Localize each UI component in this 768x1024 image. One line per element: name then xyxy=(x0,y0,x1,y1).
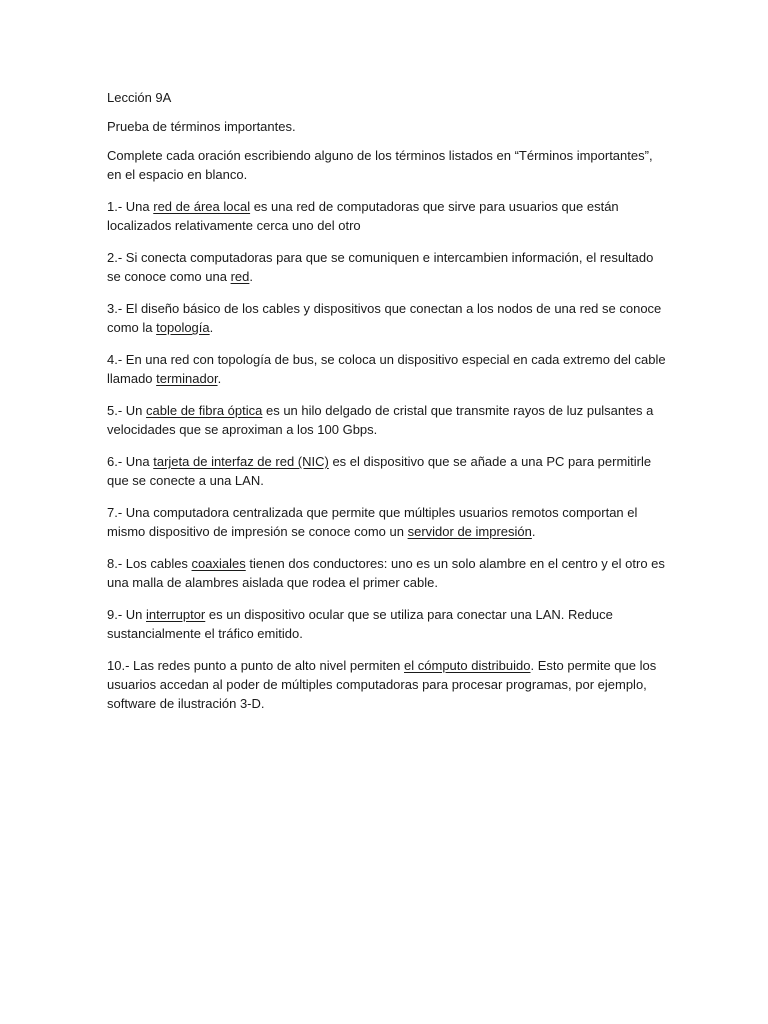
document-page xyxy=(107,88,667,723)
lesson-heading: Lección 9A xyxy=(107,90,172,105)
question-text-after: . xyxy=(531,524,536,539)
question-text-before: 10.- Las redes punto a punto de alto nivel permiten xyxy=(107,658,405,673)
question-text-before: 3.- El diseño básico de los cables y dispositivos que conectan a los nodos de una red se conoce como la xyxy=(107,301,662,335)
question-text-after: es el dispositivo que se añade a una PC para permitirle que se conecte a una LAN. xyxy=(107,454,652,488)
question-text-before: 4.- En una red con topología de bus, se coloca un dispositivo especial en cada extremo del cable llamado xyxy=(107,352,666,386)
question-text-before: 8.- Los cables xyxy=(107,556,192,571)
answer-term: coaxiales xyxy=(191,556,246,571)
question-text-before: 5.- Un xyxy=(107,403,147,418)
question-text-after: es una red de computadoras que sirve para usuarios que están localizados relativamente cerca uno del otro xyxy=(107,199,619,233)
answer-term: red xyxy=(230,269,250,284)
question-text-after: . Esto permite que los usuarios accedan al poder de múltiples computadoras para procesar programas, por ejemplo, software de ilustración 3-D. xyxy=(107,658,657,711)
question-item-3 xyxy=(107,299,667,337)
answer-term: el cómputo distribuido xyxy=(404,658,531,673)
question-item-7 xyxy=(107,503,667,541)
question-text-before: 7.- Una computadora centralizada que permite que múltiples usuarios remotos comportan el mismo dispositivo de impresión se conoce como un xyxy=(107,505,638,539)
question-text-before: 2.- Si conecta computadoras para que se comuniquen e intercambien información, el resultado se conoce como una xyxy=(107,250,654,284)
question-item-4 xyxy=(107,350,667,388)
question-text-before: 6.- Una xyxy=(107,454,154,469)
question-item-6 xyxy=(107,452,667,490)
question-text-after: . xyxy=(249,269,253,284)
answer-term: topología xyxy=(156,320,210,335)
question-text-after: tienen dos conductores: uno es un solo alambre en el centro y el otro es una malla de alambres aislada que rodea el primer cable. xyxy=(107,556,665,590)
question-text-after: es un hilo delgado de cristal que transmite rayos de luz pulsantes a velocidades que se aproximan a los 100 Gbps. xyxy=(107,403,654,437)
answer-term: red de área local xyxy=(153,199,251,214)
answer-term: terminador xyxy=(156,371,218,386)
instructions-paragraph: Complete cada oración escribiendo alguno de los términos listados en “Términos importantes”, en el espacio en blanco. xyxy=(107,148,653,182)
question-text-before: 9.- Un xyxy=(107,607,147,622)
test-title: Prueba de términos importantes. xyxy=(107,119,296,134)
question-item-1 xyxy=(107,197,667,235)
question-item-5 xyxy=(107,401,667,439)
question-text-after: . xyxy=(217,371,222,386)
question-item-10 xyxy=(107,656,667,713)
question-text-before: 1.- Una xyxy=(107,199,154,214)
question-item-8 xyxy=(107,554,667,592)
answer-term: cable de fibra óptica xyxy=(146,403,263,418)
question-text-after: . xyxy=(209,320,214,335)
answer-term: tarjeta de interfaz de red (NIC) xyxy=(153,454,329,469)
answer-term: interruptor xyxy=(146,607,206,622)
answer-term: servidor de impresión xyxy=(407,524,532,539)
question-item-9 xyxy=(107,605,667,643)
question-item-2 xyxy=(107,248,667,286)
question-text-after: es un dispositivo ocular que se utiliza para conectar una LAN. Reduce sustancialmente el tráfico emitido. xyxy=(107,607,613,641)
